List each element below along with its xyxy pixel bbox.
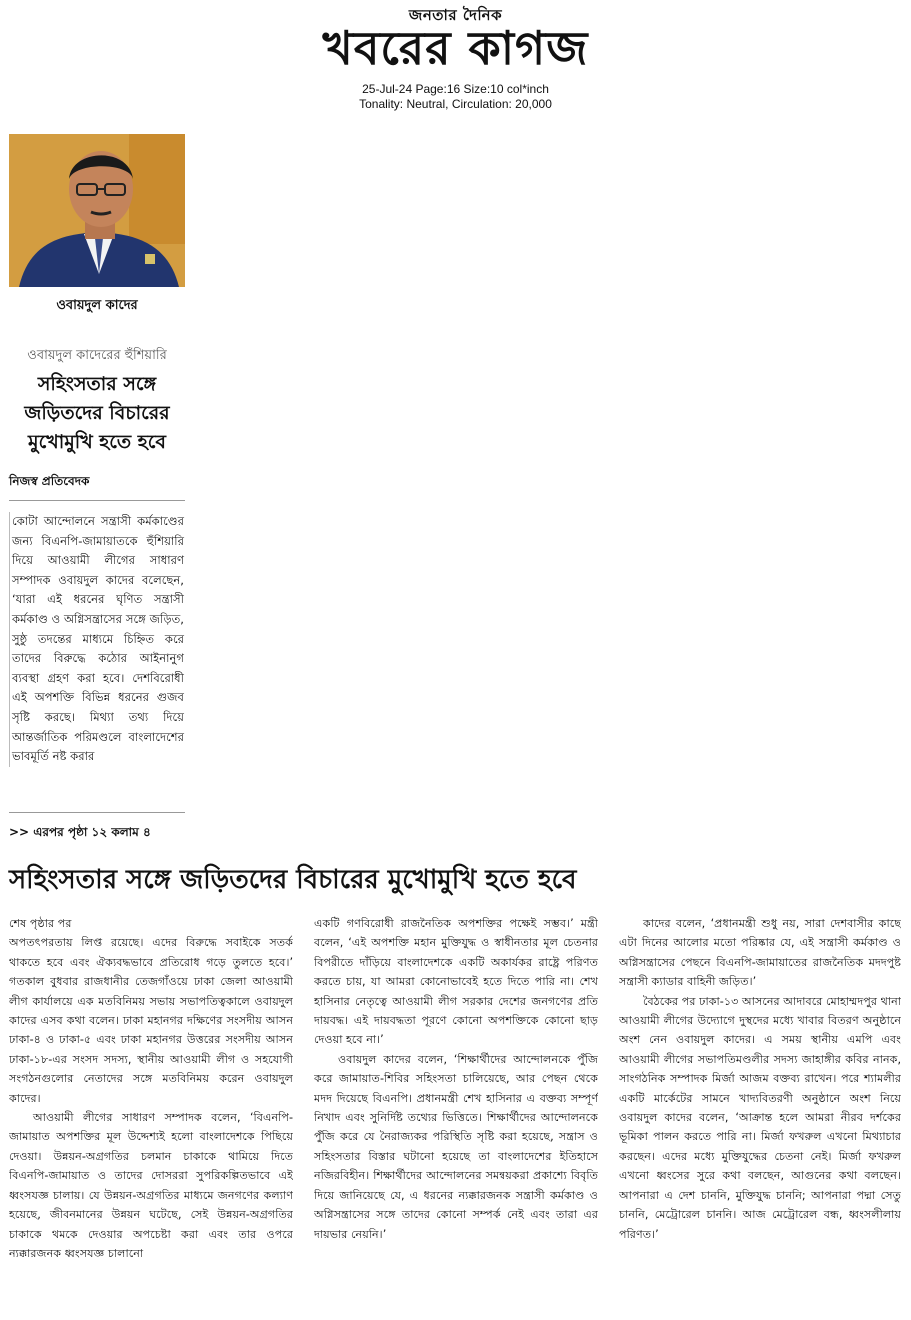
clip-meta-line-1: 25-Jul-24 Page:16 Size:10 col*inch [362, 82, 549, 96]
clip-meta-line-2: Tonality: Neutral, Circulation: 20,000 [359, 97, 552, 111]
paragraph: আওয়ামী লীগের সাধারণ সম্পাদক বলেন, ‘বিএনপি-জামায়াত অপশক্তির মূল উদ্দেশ্যই হলো বাংলাদেশকে পিছিয়ে দেওয়া। উন্নয়ন-অগ্রগতির চলমান চাকাকে থামিয়ে দিতে বিএনপি-জামায়াত ও তাদের দোসররা সুপরিকল্পিতভাবে এই ধ্বংসযজ্ঞ চালায়। যে উন্নয়ন-অগ্রগতির মাধ্যমে জনগণের কল্যাণ হয়েছে, জীবনমানের উন্নয়ন ঘটেছে, সেই উন্নয়ন-অগ্রগতির চাকাকে থমকে দেওয়ার অপচেষ্টা করা এবং তার ওপরে ন্যক্কারজনক ধ্বংসযজ্ঞ চালানো [9, 1111, 293, 1260]
article-body: কোটা আন্দোলনে সন্ত্রাসী কর্মকাণ্ডের জন্য বিএনপি-জামায়াতকে হুঁশিয়ারি দিয়ে আওয়ামী লীগের সাধারণ সম্পাদক ওবায়দুল কাদের বলেছেন, ‘যারা এই ধরনের ঘৃণিত সন্ত্রাসী কর্মকাণ্ড ও অগ্নিসন্ত্রাসের সঙ্গে জড়িত, সুষ্ঠু তদন্তের মাধ্যমে চিহ্নিত করে তাদের বিরুদ্ধে কঠোর আইনানুগ ব্যবস্থা গ্রহণ করা হবে। দেশবিরোধী এই অপশক্তি বিভিন্ন ধরনের গুজব সৃষ্টি করছে। মিথ্যা তথ্য দিয়ে আন্তর্জাতিক পরিমণ্ডলে বাংলাদেশের ভাবমূর্তি নষ্ট করার [9, 512, 184, 767]
article-headline: সহিংসতার সঙ্গে জড়িতদের বিচারের মুখোমুখি হতে হবে [24, 373, 170, 453]
continuation-column-1 [9, 914, 293, 1314]
article-kicker: ওবায়দুল কাদেরের হুঁশিয়ারি [27, 348, 167, 363]
paragraph: অপতৎপরতায় লিপ্ত রয়েছে। এদের বিরুদ্ধে সবাইকে সতর্ক থাকতে হবে এবং ঐক্যবদ্ধভাবে প্রতিরোধ গড়ে তুলতে হবে।’ গতকাল বুধবার রাজধানীর তেজগাঁওয়ে ঢাকা জেলা আওয়ামী লীগ কার্যালয়ে এক মতবিনিময় সভায় সভাপতিত্বকালে ওবায়দুল কাদের এসব কথা বলেন। ঢাকা মহানগর দক্ষিণের সংসদীয় আসন ঢাকা-৪ ও ঢাকা-৫ এবং ঢাকা মহানগর উত্তরের সংসদীয় আসন ঢাকা-১৮-এর সংসদ সদস্য, স্থানীয় আওয়ামী লীগ ও সহযোগী সংগঠনগুলোর নেতাদের সঙ্গে মতবিনিময় করেন ওবায়দুল কাদের। [9, 936, 293, 1105]
continuation-column-2 [314, 914, 598, 1314]
masthead-title: খবরের কাগজ [322, 21, 589, 75]
paragraph: ওবায়দুল কাদের বলেন, ‘শিক্ষার্থীদের আন্দোলনকে পুঁজি করে জামায়াত-শিবির সহিংসতা চালিয়েছে, আর পেছন থেকে মদদ দিয়েছে বিএনপি। প্রধানমন্ত্রী শেখ হাসিনার এ বক্তব্য সম্পূর্ণ নিখাদ এবং সুনির্দিষ্ট তথ্যের ভিত্তিতে। শিক্ষার্থীদের আন্দোলনকে পুঁজি করে যে নৈরাজ্যকর পরিস্থিতি সৃষ্টি করা হয়েছে, সন্ত্রাস ও সহিংসতার বিস্তার ঘটানো হয়েছে তা বাংলাদেশের ইতিহাসে নজিরবিহীন। শিক্ষার্থীদের আন্দোলনের সমন্বয়করা প্রকাশ্যে বিবৃতি দিয়ে জানিয়েছে যে, এ ধরনের ন্যক্কারজনক সন্ত্রাসী কর্মকাণ্ড ও অগ্নিসন্ত্রাসের সঙ্গে তাদের কোনো সম্পর্ক নেই এবং তারা এর দায়ভার নেয়নি।’ [314, 1052, 598, 1241]
article-byline: নিজস্ব প্রতিবেদক [9, 474, 90, 488]
continuation-label: শেষ পৃষ্ঠার পর [9, 917, 72, 930]
continuation-headline: সহিংসতার সঙ্গে জড়িতদের বিচারের মুখোমুখি হতে হবে [9, 865, 577, 895]
masthead-subtitle: জনতার দৈনিক [408, 6, 503, 24]
paragraph: একটি গণবিরোধী রাজনৈতিক অপশক্তির পক্ষেই সম্ভব।’ মন্ত্রী বলেন, ‘এই অপশক্তি মহান মুক্তিযুদ্ধ ও স্বাধীনতার মূল চেতনার বিপরীতে দাঁড়িয়ে বাংলাদেশকে একটি অকার্যকর রাষ্ট্রে পরিণত করতে চায়, যা আমরা কোনোভাবেই হতে দিতে পারি না। শেখ হাসিনার নেতৃত্বে আওয়ামী লীগ সরকার দেশের জনগণের প্রতি দায়বদ্ধ। এই দায়বদ্ধতা পূরণে কোনো অপশক্তিকে কোনো ছাড় দেওয়া হবে না।’ [314, 917, 598, 1047]
divider [9, 812, 185, 813]
portrait-photo [9, 134, 185, 287]
paragraph: কাদের বলেন, ‘প্রধানমন্ত্রী শুধু নয়, সারা দেশবাসীর কাছে এটা দিনের আলোর মতো পরিষ্কার যে, এই সন্ত্রাসী কর্মকাণ্ড ও অগ্নিসন্ত্রাসের পেছনে বিএনপি-জামায়াতের রাজনৈতিক মদদপুষ্ট সন্ত্রাসী ক্যাডার বাহিনী জড়িত।’ [619, 917, 901, 989]
paragraph: বৈঠকের পর ঢাকা-১৩ আসনের আদাবরে মোহাম্মদপুর থানা আওয়ামী লীগের উদ্যোগে দুস্থদের মধ্যে খাবার বিতরণ অনুষ্ঠানে অংশ নেন ওবায়দুল কাদের। এ সময় স্থানীয় এমপি এবং আওয়ামী লীগের সভাপতিমণ্ডলীর সদস্য জাহাঙ্গীর কবির নানক, সাংগঠনিক সম্পাদক মির্জা আজম বক্তব্য রাখেন। পরে শ্যামলীর একটি মার্কেটের সামনে খাদ্যবিতরণী অনুষ্ঠানে অংশ নিয়ে ওবায়দুল কাদের বলেন, ‘আক্রান্ত হলে আমরা নীরব দর্শকের ভূমিকা পালন করতে পারি না। মির্জা ফখরুল এখনো মিথ্যাচার করছেন। এদের মধ্যে মুক্তিযুদ্ধের চেতনা নেই। মির্জা ফখরুল এখনো ধ্বংসের সুরে কথা বলছেন, আগুনের কথা বলছেন। আপনারা এ দেশ চাননি, মুক্তিযুদ্ধ চাননি; আপনারা পদ্মা সেতু চাননি, মেট্রোরেল চাননি। আজ মেট্রোরেল বন্ধ, ধ্বংসলীলায় পরিণত।’ [619, 994, 901, 1241]
divider [9, 500, 185, 501]
continued-note: >> এরপর পৃষ্ঠা ১২ কলাম ৪ [9, 825, 151, 839]
portrait-illustration [9, 134, 185, 287]
continuation-column-3 [619, 914, 901, 1314]
photo-caption: ওবায়দুল কাদের [56, 298, 138, 313]
